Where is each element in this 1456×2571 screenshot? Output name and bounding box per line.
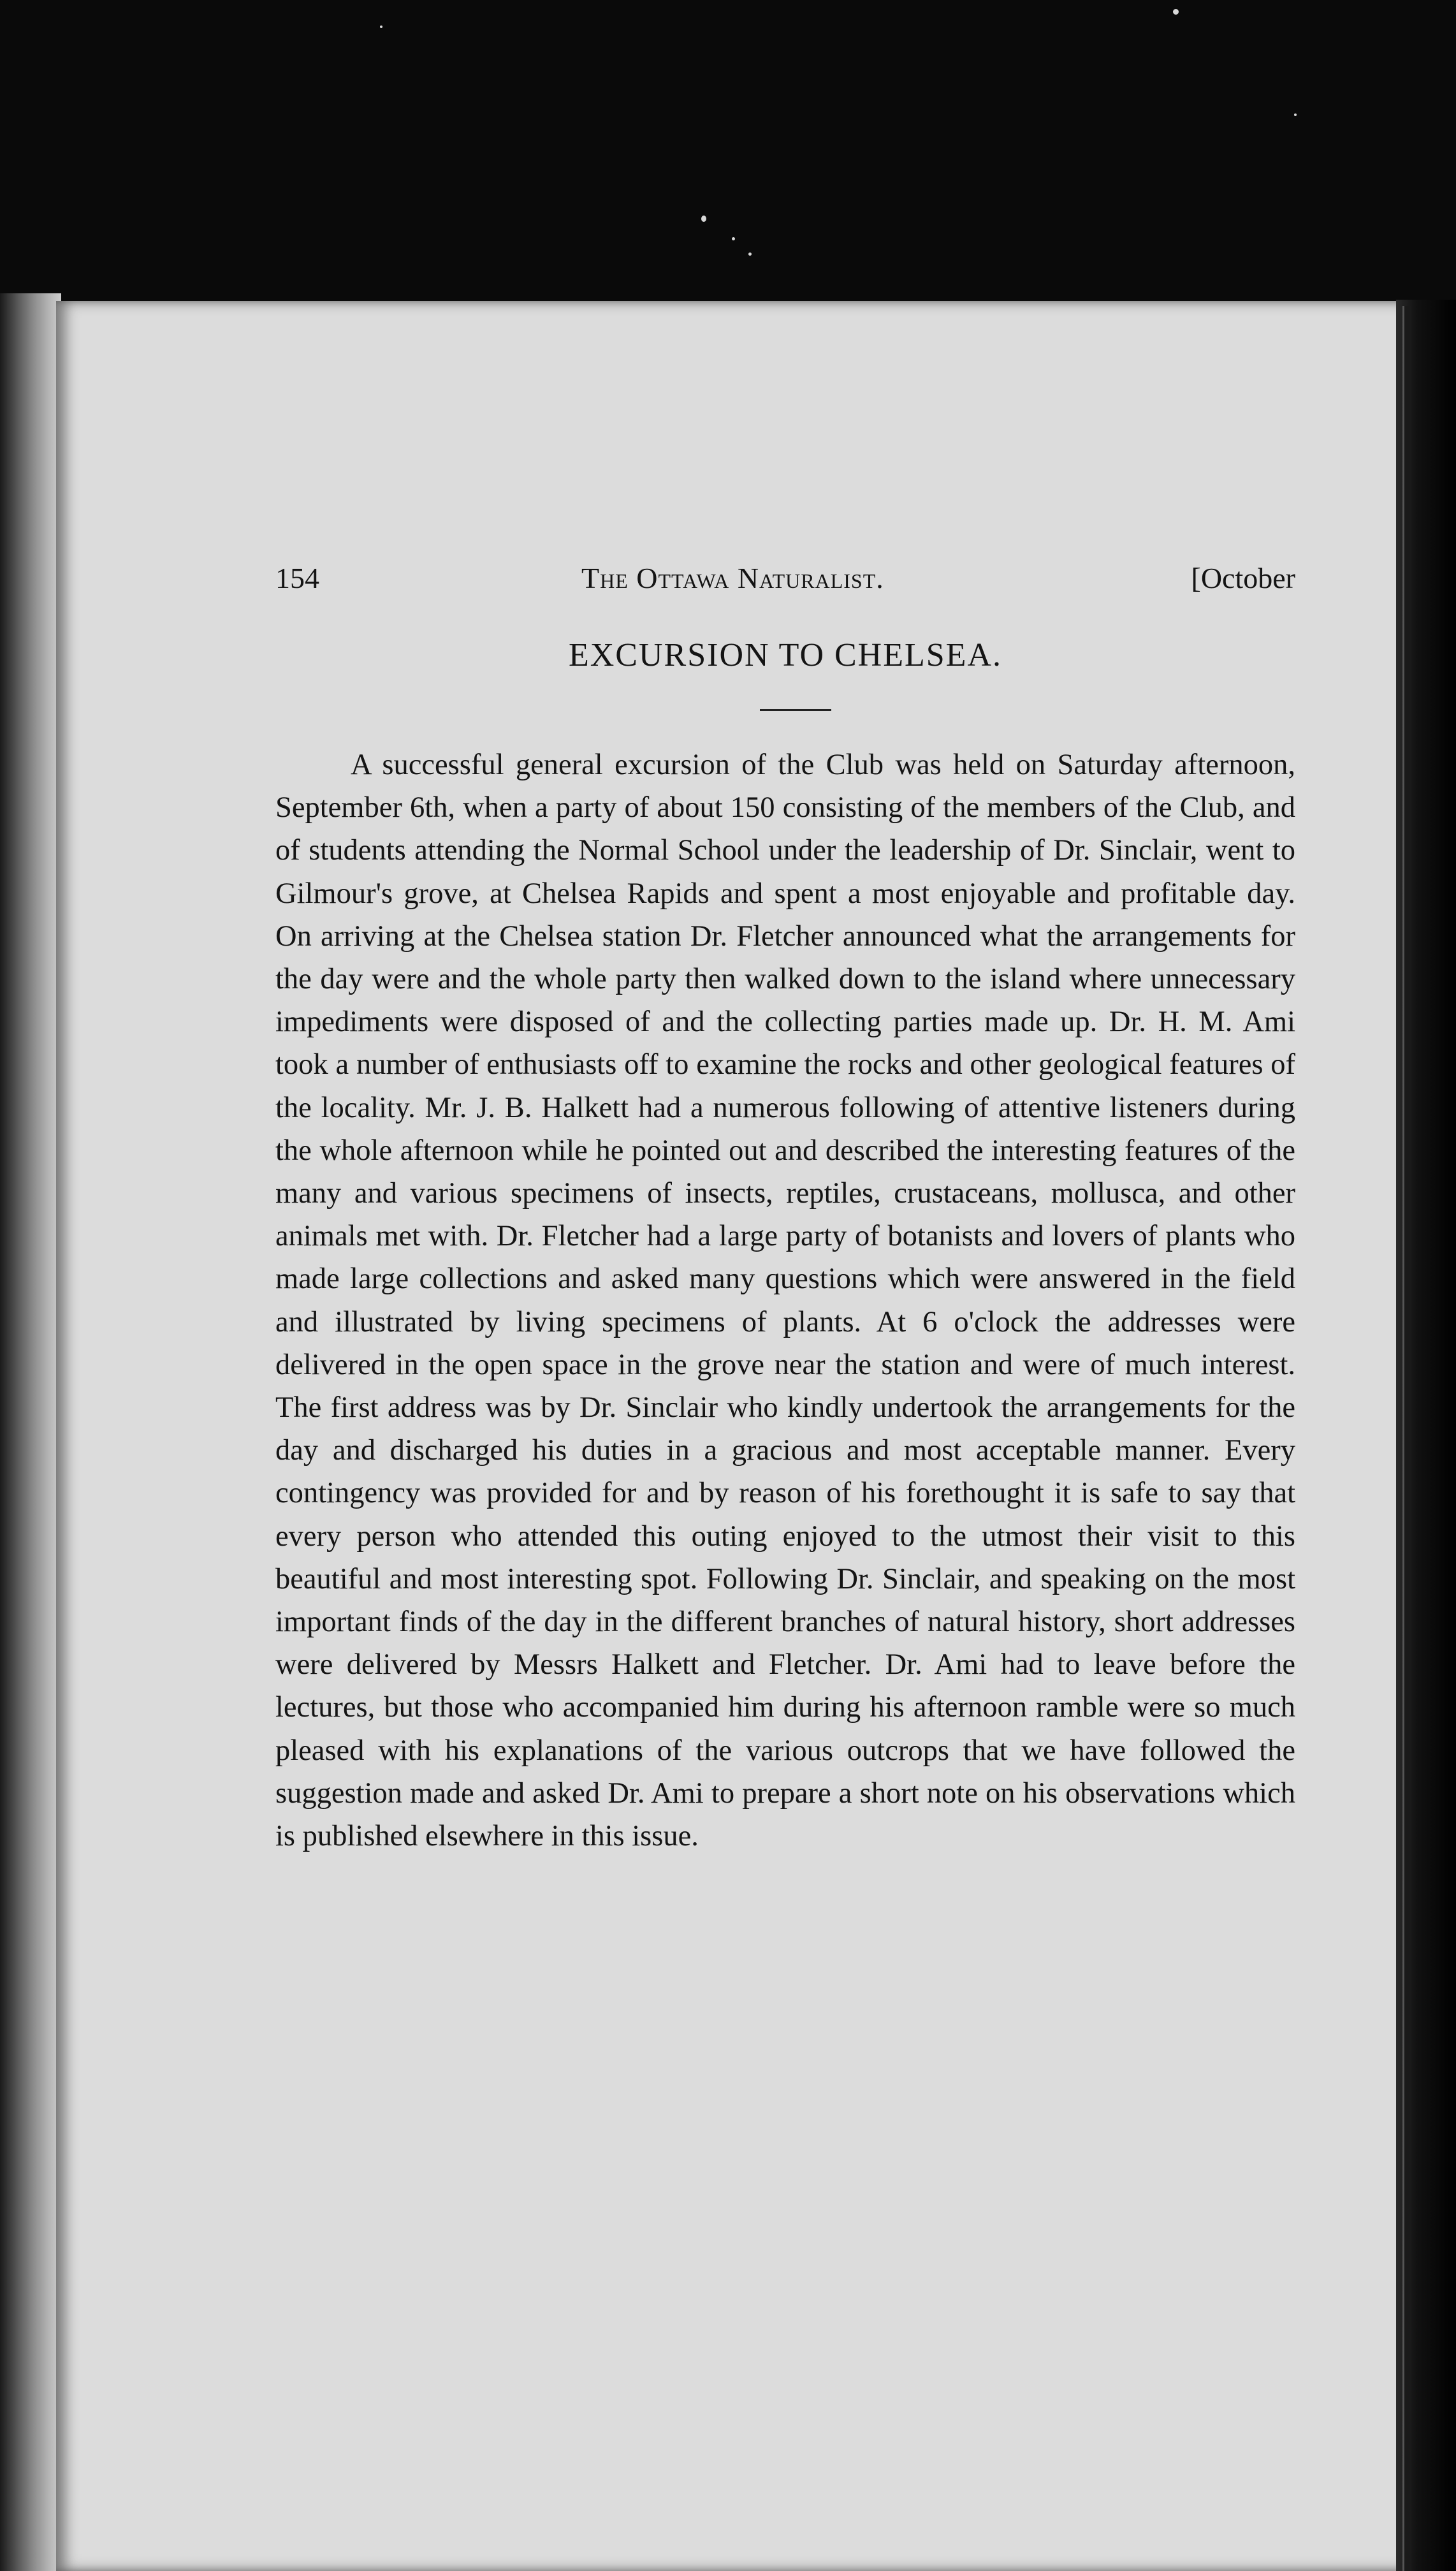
dust-speck (701, 216, 706, 222)
title-rule (760, 709, 831, 711)
issue-month: [October (1191, 562, 1295, 594)
scan-background (0, 0, 1456, 306)
book-binding-edge (0, 293, 61, 2571)
dust-speck (732, 237, 735, 240)
dust-speck (1294, 114, 1297, 116)
page-number: 154 (275, 562, 319, 594)
article-body: A successful general excursion of the Club was held on Saturday afternoon, September 6th, when a party of about 150 consisting of the members of the Club, and of students attending the Normal School under the leadership of Dr. Sinclair, went to Gilmour's grove, at Chelsea Rapids and spent a most enjoyable and profitable day. On arriving at the Chelsea station Dr. Fletcher announced what the arrangements for the day were and the whole party then walked down to the island where unnecessary impediments were disposed of and the collecting parties made up. Dr. H. M. Ami took a number of enthusiasts off to examine the rocks and other geological features of the locality. Mr. J. B. Halkett had a numerous following of attentive listeners during the whole afternoon while he pointed out and described the interesting features of the many and various specimens of insects, reptiles, crustaceans, mollusca, and other animals met with. Dr. Fletcher had a large party of botanists and lovers of plants who made large collections and asked many questions which were answered in the field and illustrated by living specimens of plants. At 6 o'clock the addresses were delivered in the open space in the grove near the station and were of much interest. The first address was by Dr. Sinclair who kindly undertook the arrangements for the day and discharged his duties in a gracious and most acceptable manner. Every contingency was provided for and by reason of his forethought it is safe to say that every person who attended this outing enjoyed to the utmost their visit to this beautiful and most interesting spot. Following Dr. Sinclair, and speaking on the most important finds of the day in the different branches of natural history, short addresses were delivered by Messrs Halkett and Fletcher. Dr. Ami had to leave before the lectures, but those who accompanied him during his afternoon ramble were so much pleased with his explanations of the various outcrops that we have followed the suggestion made and asked Dr. Ami to prepare a short note on his observations which is published elsewhere in this issue. (275, 749, 1295, 1853)
dust-speck (748, 253, 752, 256)
dust-speck (380, 26, 382, 28)
running-header (275, 561, 1295, 606)
journal-title: The Ottawa Naturalist. (581, 562, 884, 594)
article-title: EXCURSION TO CHELSEA. (568, 637, 1002, 673)
page-edge-line (1402, 306, 1411, 2571)
dust-speck (1173, 9, 1179, 15)
